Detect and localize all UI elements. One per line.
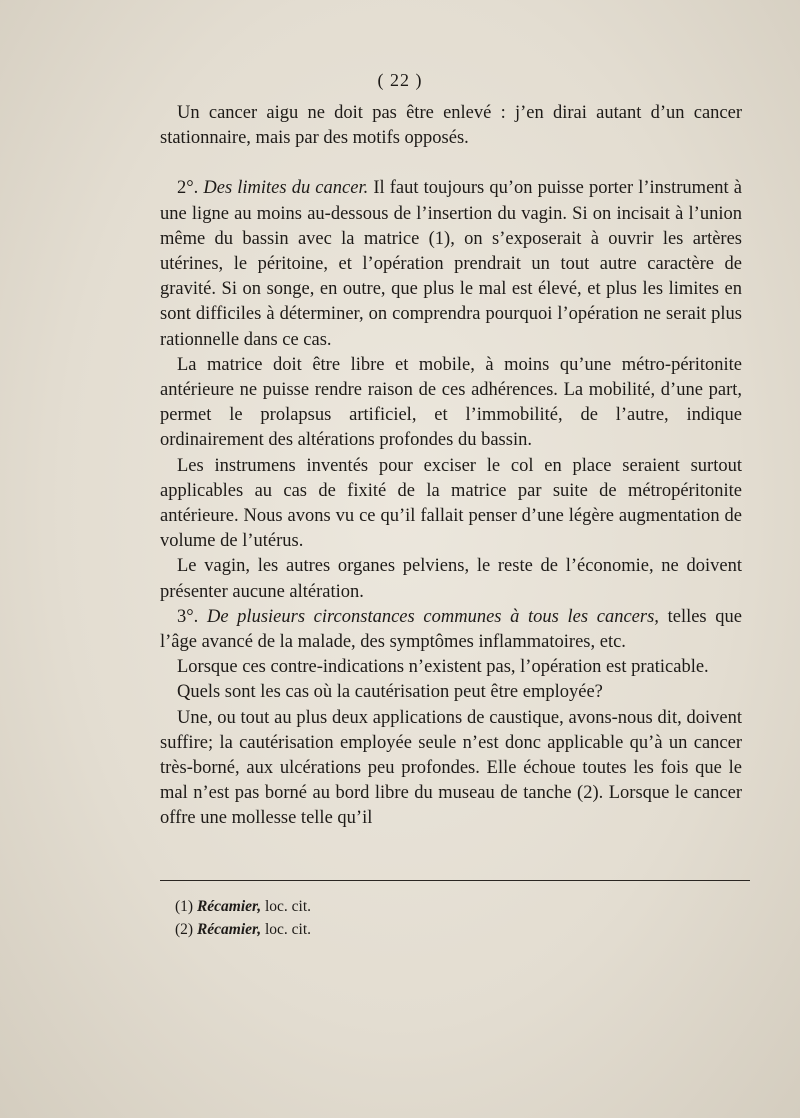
footnotes (175, 895, 311, 941)
footnote-divider (160, 880, 750, 881)
paragraph-text: telles que l’âge avancé de la malade, des symptômes inflammatoires, etc. (160, 606, 743, 653)
paragraph: Lorsque ces contre-indications n’existent pas, l’opération est praticable. (177, 657, 709, 678)
paragraph-section-circumstances (160, 605, 742, 655)
footnote-marker: (2) (175, 921, 194, 938)
footnote-author: Récamier, (196, 898, 262, 915)
footnote (175, 918, 311, 941)
paragraph-question: Quels sont les cas où la cautérisation peut être employée? (177, 682, 603, 703)
footnote-reference: loc. cit. (264, 921, 312, 938)
footnote-author: Récamier, (196, 921, 262, 938)
paragraph-section-limits (160, 176, 742, 352)
paragraph: Les instrumens inventés pour exciser le col en place seraient surtout applicables au cas de fixité de la matrice par suite de métropéritonite antérieure. Nous avons vu ce qu’il fallait penser d’une légère augmentation de volume de l’utérus. (160, 455, 742, 552)
section-number: 3°. (177, 606, 199, 627)
section-number: 2°. (177, 178, 199, 199)
paragraph: Un cancer aigu ne doit pas être enlevé : j’en dirai autant d’un cancer stationnaire, mais par des motifs opposés. (160, 103, 742, 149)
footnote-reference: loc. cit. (264, 898, 312, 915)
footnote-marker: (1) (175, 898, 194, 915)
footnote (175, 895, 311, 918)
paragraph: La matrice doit être libre et mobile, à moins qu’une métro-péritonite antérieure ne puisse rendre raison de ces adhérences. La mobilité, d’une part, permet le prolapsus artificiel, et l’immobilité, de l’autre, indique ordinairement des altérations profondes du bassin. (160, 354, 742, 451)
paragraph: Une, ou tout au plus deux applications de caustique, avons-nous dit, doivent suffire; la cautérisation employée seule n’est donc applicable qu’à un cancer très-borné, aux ulcérations peu profondes. Elle échoue toutes les fois que le mal n’est pas borné au bord libre du museau de tanche (2). Lorsque le cancer offre une mollesse telle qu’il (160, 707, 742, 829)
page-number: ( 22 ) (377, 70, 423, 90)
section-heading: Des limites du cancer. (203, 178, 369, 199)
section-heading: De plusieurs circonstances communes à tous les cancers, (206, 606, 659, 627)
paragraph-text: Il faut toujours qu’on puisse porter l’instrument à une ligne au moins au-dessous de l’insertion du vagin. Si on incisait à l’union même du bassin avec la matrice (1), on s’exposerait à ouvrir les artères utérines, le péritoine, et l’opération prendrait un tout autre caractère de gravité. Si on songe, en outre, que plus le mal est élevé, et plus les limites en sont difficiles à déterminer, on comprendra pourquoi l’opération ne serait plus rationnelle dans ce cas. (160, 178, 742, 350)
paragraph-gap (160, 151, 742, 176)
body-text (160, 101, 742, 832)
paragraph: Le vagin, les autres organes pelviens, le reste de l’économie, ne doivent présenter aucune altération. (160, 556, 742, 602)
